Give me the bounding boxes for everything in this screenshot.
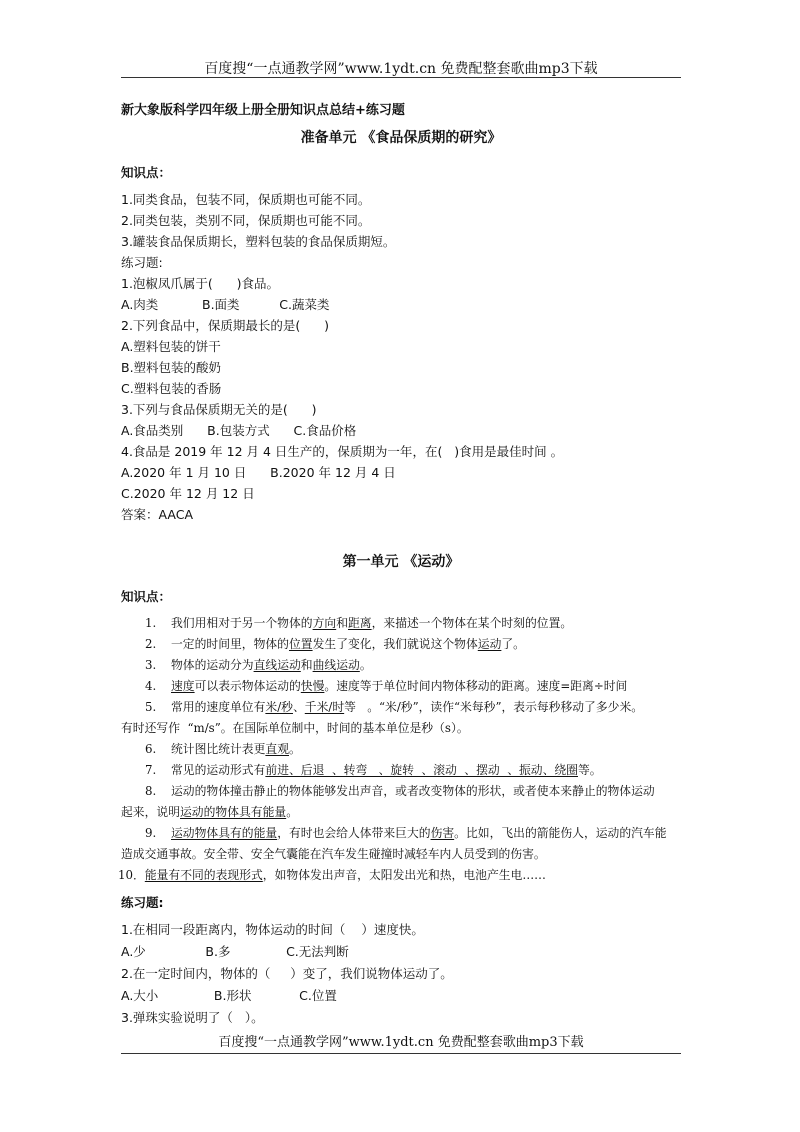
unit0-question: A.塑料包装的饼干 <box>121 339 221 354</box>
unit0-question: A.食品类别 B.包装方式 C.食品价格 <box>121 423 357 438</box>
unit0-exercise-label: 练习题: <box>121 255 163 270</box>
unit1-question: 3.弹珠实验说明了（ ）。 <box>121 1010 264 1025</box>
unit0-question: A.肉类 B.面类 C.蔬菜类 <box>121 297 330 312</box>
unit1-question: A.大小 B.形状 C.位置 <box>121 988 337 1003</box>
unit0-question: C.2020 年 12 月 12 日 <box>121 486 255 501</box>
unit1-point-5-cont: 有时还写作 “m/s”。在国际单位制中，时间的基本单位是秒（s）。 <box>121 721 469 735</box>
unit1-point-4: 4. 速度可以表示物体运动的快慢。速度等于单位时间内物体移动的距离。速度=距离÷时间 <box>145 679 628 693</box>
unit1-point-3: 3. 物体的运动分为直线运动和曲线运动。 <box>145 658 372 672</box>
unit1-question: 2.在一定时间内，物体的（ ）变了，我们说物体运动了。 <box>121 966 453 981</box>
unit1-point-8-cont: 起来，说明运动的物体具有能量。 <box>121 805 298 819</box>
unit0-question: B.塑料包装的酸奶 <box>121 360 222 375</box>
unit0-question: 4.食品是 2019 年 12 月 4 日生产的，保质期为一年，在( )食用是最佳时间 。 <box>121 444 564 459</box>
unit1-knowledge-label: 知识点： <box>121 589 172 604</box>
unit0-question: 2.下列食品中，保质期最长的是( ) <box>121 318 330 333</box>
unit0-answer: 答案：AACA <box>121 507 194 522</box>
footer-rule <box>121 1053 681 1054</box>
unit1-point-9-cont: 造成交通事故。安全带、安全气囊能在汽车发生碰撞时减轻车内人员受到的伤害。 <box>121 847 546 861</box>
unit1-title: 第一单元 《运动》 <box>342 554 460 570</box>
unit1-point-8: 8. 运动的物体撞击静止的物体能够发出声音，或者改变物体的形状，或者使本来静止的物体运动 <box>145 784 655 798</box>
unit0-point: 3.罐装食品保质期长，塑料包装的食品保质期短。 <box>121 234 396 249</box>
unit0-question: C.塑料包装的香肠 <box>121 381 222 396</box>
header-rule <box>121 77 681 78</box>
unit0-question: A.2020 年 1 月 10 日 B.2020 年 12 月 4 日 <box>121 465 396 480</box>
document-title: 新大象版科学四年级上册全册知识点总结+练习题 <box>121 103 405 118</box>
unit0-point: 2.同类包装，类别不同，保质期也可能不同。 <box>121 213 371 228</box>
unit0-question: 1.泡椒凤爪属于( )食品。 <box>121 276 280 291</box>
unit0-title: 准备单元 《食品保质期的研究》 <box>300 130 502 146</box>
unit0-point: 1.同类食品，包装不同，保质期也可能不同。 <box>121 192 371 207</box>
page-header: 百度搜“一点通教学网”www.1ydt.cn 免费配整套歌曲mp3下载 <box>204 61 598 77</box>
unit1-point-5: 5. 常用的速度单位有米/秒、千米/时等 。“米/秒”，读作“米每秒”，表示每秒移动了多少米。 <box>145 700 644 714</box>
unit1-point-7: 7. 常见的运动形式有前进、后退 、转弯 、旋转 、滚动 、摆动 、振动、绕圈等。 <box>145 763 602 777</box>
unit1-exercise-label: 练习题: <box>121 895 164 910</box>
unit1-question: A.少 B.多 C.无法判断 <box>121 944 349 959</box>
unit1-point-6: 6. 统计图比统计表更直观。 <box>145 742 301 756</box>
unit0-question: 3.下列与食品保质期无关的是( ) <box>121 402 317 417</box>
unit0-knowledge-label: 知识点： <box>121 165 172 180</box>
unit1-point-2: 2. 一定的时间里，物体的位置发生了变化，我们就说这个物体运动了。 <box>145 637 525 651</box>
page-footer: 百度搜“一点通教学网”www.1ydt.cn 免费配整套歌曲mp3下载 <box>218 1035 584 1050</box>
unit1-point-10: 10．能量有不同的表现形式，如物体发出声音，太阳发出光和热，电池产生电…… <box>118 868 546 882</box>
unit1-point-1: 1. 我们用相对于另一个物体的方向和距离，来描述一个物体在某个时刻的位置。 <box>145 616 573 630</box>
unit1-point-9: 9. 运动物体具有的能量，有时也会给人体带来巨大的伤害。比如，飞出的箭能伤人，运动的汽车能 <box>145 826 667 840</box>
unit1-question: 1.在相同一段距离内，物体运动的时间（ ）速度快。 <box>121 922 424 937</box>
